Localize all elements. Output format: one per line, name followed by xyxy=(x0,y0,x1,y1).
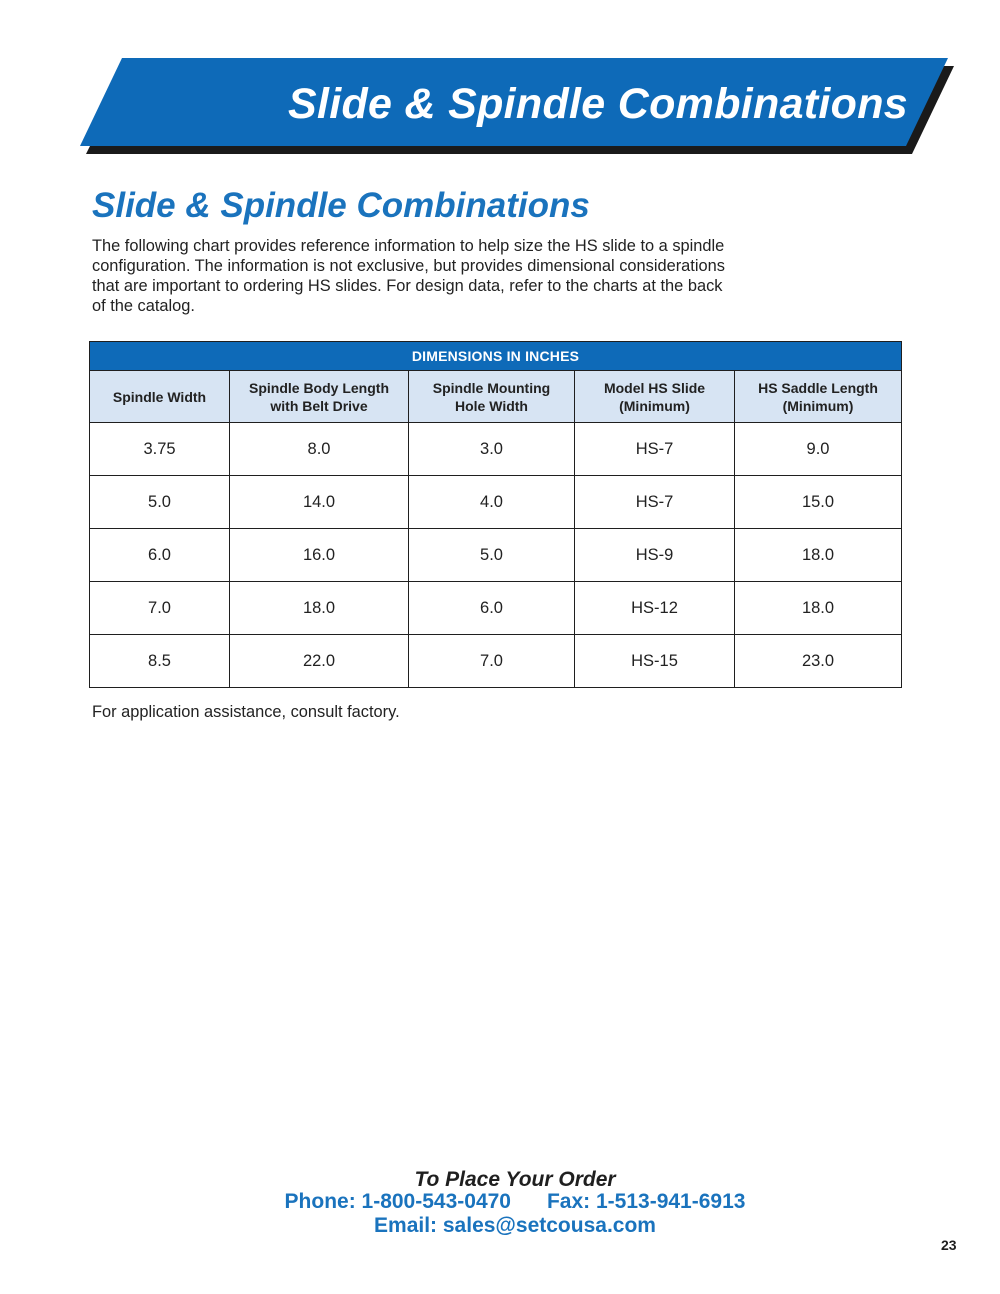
table-cell: 18.0 xyxy=(230,582,409,635)
header-line: Model HS Slide xyxy=(603,379,706,396)
order-email[interactable]: Email: sales@setcousa.com xyxy=(374,1214,656,1237)
table-cell: HS-7 xyxy=(575,423,735,476)
column-header-model-hs-slide xyxy=(575,371,735,423)
table-row xyxy=(90,635,902,688)
table-cell: 6.0 xyxy=(90,529,230,582)
table-cell: 5.0 xyxy=(409,529,575,582)
table-row xyxy=(90,423,902,476)
table-cell: 15.0 xyxy=(735,476,902,529)
table-cell: 16.0 xyxy=(230,529,409,582)
order-title: To Place Your Order xyxy=(414,1168,616,1191)
header-line: (Minimum) xyxy=(619,397,690,414)
order-contacts xyxy=(0,1190,1000,1214)
table-cell: 6.0 xyxy=(409,582,575,635)
table-row xyxy=(90,582,902,635)
banner-title: Slide & Spindle Combinations xyxy=(288,80,908,128)
table-cell: 22.0 xyxy=(230,635,409,688)
section-heading: Slide & Spindle Combinations xyxy=(92,186,590,225)
phone-number[interactable]: Phone: 1-800-543-0470 xyxy=(284,1190,511,1213)
table-caption-row xyxy=(90,342,902,371)
table-cell: HS-15 xyxy=(575,635,735,688)
header-line: Spindle Body Length xyxy=(249,379,389,396)
table-cell: 18.0 xyxy=(735,582,902,635)
table-cell: 8.5 xyxy=(90,635,230,688)
dimensions-table xyxy=(89,341,902,688)
column-header-mounting-hole-width xyxy=(409,371,575,423)
table-cell: 9.0 xyxy=(735,423,902,476)
intro-paragraph xyxy=(92,236,804,316)
table-header-row xyxy=(90,371,902,423)
table-cell: HS-9 xyxy=(575,529,735,582)
header-line: Hole Width xyxy=(455,397,528,414)
header-line: with Belt Drive xyxy=(270,397,368,414)
table-caption: DIMENSIONS IN INCHES xyxy=(90,342,902,371)
column-header-spindle-body-length xyxy=(230,371,409,423)
table-cell: 5.0 xyxy=(90,476,230,529)
table-cell: HS-7 xyxy=(575,476,735,529)
table-row xyxy=(90,476,902,529)
header-line: (Minimum) xyxy=(782,397,854,414)
header-line: Spindle Width xyxy=(112,388,207,405)
table-cell: 8.0 xyxy=(230,423,409,476)
title-banner xyxy=(80,58,954,158)
table-cell: 18.0 xyxy=(735,529,902,582)
intro-line: that are important to ordering HS slides. For design data, refer to the charts at the back xyxy=(92,277,723,295)
table-cell: 7.0 xyxy=(409,635,575,688)
header-line: Spindle Mounting xyxy=(432,379,551,396)
intro-line: The following chart provides reference information to help size the HS slide to a spindle xyxy=(92,237,725,255)
table-cell: 7.0 xyxy=(90,582,230,635)
page-number: 23 xyxy=(941,1237,957,1253)
table-row xyxy=(90,529,902,582)
table-cell: HS-12 xyxy=(575,582,735,635)
column-header-spindle-width xyxy=(90,371,230,423)
header-line: HS Saddle Length xyxy=(758,379,878,396)
intro-line: configuration. The information is not exclusive, but provides dimensional considerations xyxy=(92,257,725,275)
table-cell: 4.0 xyxy=(409,476,575,529)
table-cell: 14.0 xyxy=(230,476,409,529)
table-cell: 23.0 xyxy=(735,635,902,688)
application-note: For application assistance, consult factory. xyxy=(92,703,400,721)
table-cell: 3.0 xyxy=(409,423,575,476)
table-cell: 3.75 xyxy=(90,423,230,476)
fax-number[interactable]: Fax: 1-513-941-6913 xyxy=(546,1190,746,1213)
column-header-saddle-length xyxy=(735,371,902,423)
intro-line: of the catalog. xyxy=(92,297,195,315)
